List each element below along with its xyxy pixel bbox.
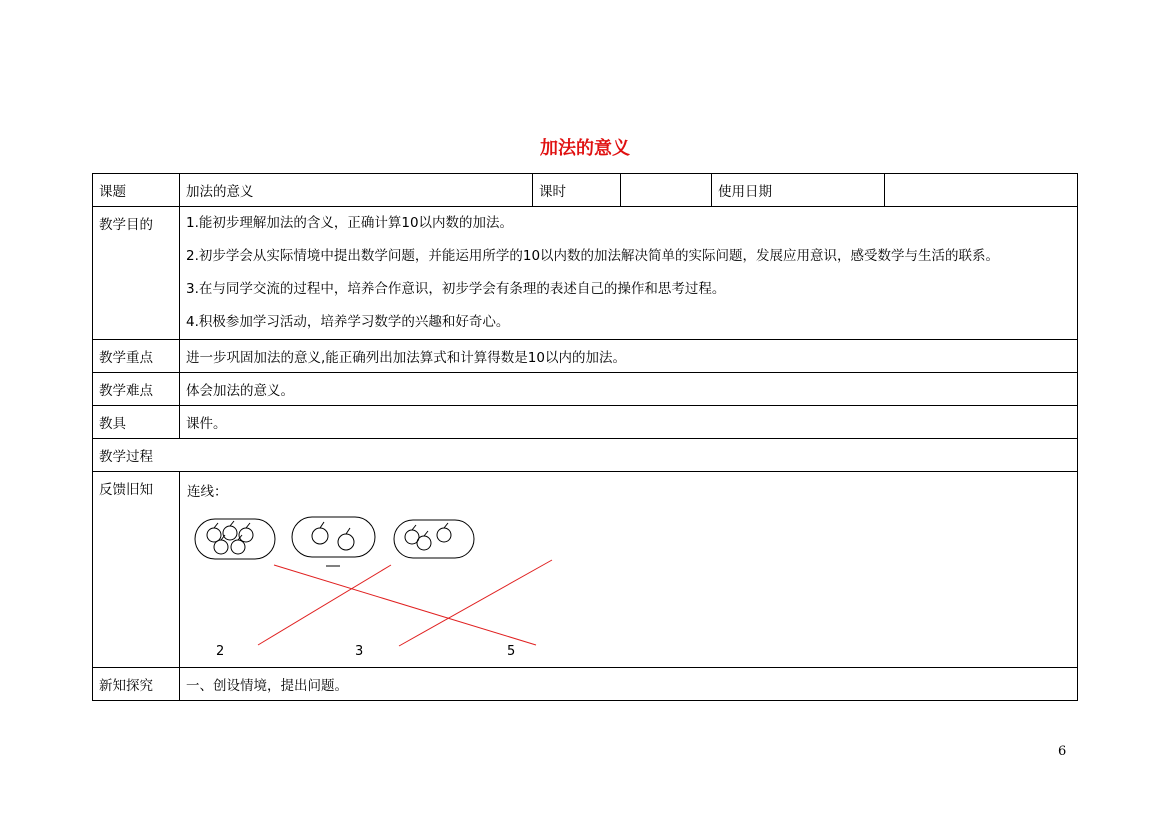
number-2: 2 xyxy=(216,644,225,659)
objectives-label: 教学目的 xyxy=(93,207,180,340)
tools-label: 教具 xyxy=(93,406,180,439)
matching-lines xyxy=(258,560,552,646)
course-label: 课题 xyxy=(93,174,180,207)
objective-item: 1.能初步理解加法的含义，正确计算10以内数的加法。 xyxy=(186,215,514,231)
objectives-list xyxy=(180,207,1078,340)
difficulty-label: 教学难点 xyxy=(93,373,180,406)
apple-group-2 xyxy=(292,517,375,566)
tools-value: 课件。 xyxy=(180,406,1078,439)
objectives-row xyxy=(93,207,1078,340)
process-label: 教学过程 xyxy=(93,439,1078,472)
difficulty-value: 体会加法的意义。 xyxy=(180,373,1078,406)
page-number: 6 xyxy=(1058,744,1067,759)
matching-exercise xyxy=(180,472,1080,667)
date-label: 使用日期 xyxy=(712,174,885,207)
lesson-plan-table xyxy=(92,173,1078,701)
apple-group-5 xyxy=(195,519,275,559)
key-point-label: 教学重点 xyxy=(93,340,180,373)
date-value xyxy=(885,174,1078,207)
objective-item: 2.初步学会从实际情境中提出数学问题，并能运用所学的10以内数的加法解决简单的实际问题，发展应用意识，感受数学与生活的联系。 xyxy=(186,248,1000,264)
period-label: 课时 xyxy=(533,174,621,207)
match-line xyxy=(274,565,536,645)
objective-item: 4.积极参加学习活动，培养学习数学的兴趣和好奇心。 xyxy=(186,314,510,330)
process-row xyxy=(93,439,1078,472)
header-row xyxy=(93,174,1078,207)
new-knowledge-value: 一、创设情境，提出问题。 xyxy=(180,668,1078,701)
key-point-row xyxy=(93,340,1078,373)
tools-row xyxy=(93,406,1078,439)
review-label: 反馈旧知 xyxy=(93,472,180,668)
new-knowledge-row xyxy=(93,668,1078,701)
period-value xyxy=(621,174,712,207)
number-3: 3 xyxy=(355,644,364,659)
match-line xyxy=(399,560,552,646)
review-instruction: 连线： xyxy=(187,484,228,500)
number-5: 5 xyxy=(507,644,516,659)
difficulty-row xyxy=(93,373,1078,406)
objective-item: 3.在与同学交流的过程中，培养合作意识，初步学会有条理的表述自己的操作和思考过程。 xyxy=(186,281,726,297)
page-title: 加法的意义 xyxy=(540,138,630,159)
key-point-value: 进一步巩固加法的意义,能正确列出加法算式和计算得数是10以内的加法。 xyxy=(180,340,1078,373)
review-row xyxy=(93,472,1078,668)
apple-group-3 xyxy=(394,520,474,558)
new-knowledge-label: 新知探究 xyxy=(93,668,180,701)
review-content xyxy=(180,472,1078,668)
course-value: 加法的意义 xyxy=(180,174,533,207)
match-line xyxy=(258,565,391,645)
